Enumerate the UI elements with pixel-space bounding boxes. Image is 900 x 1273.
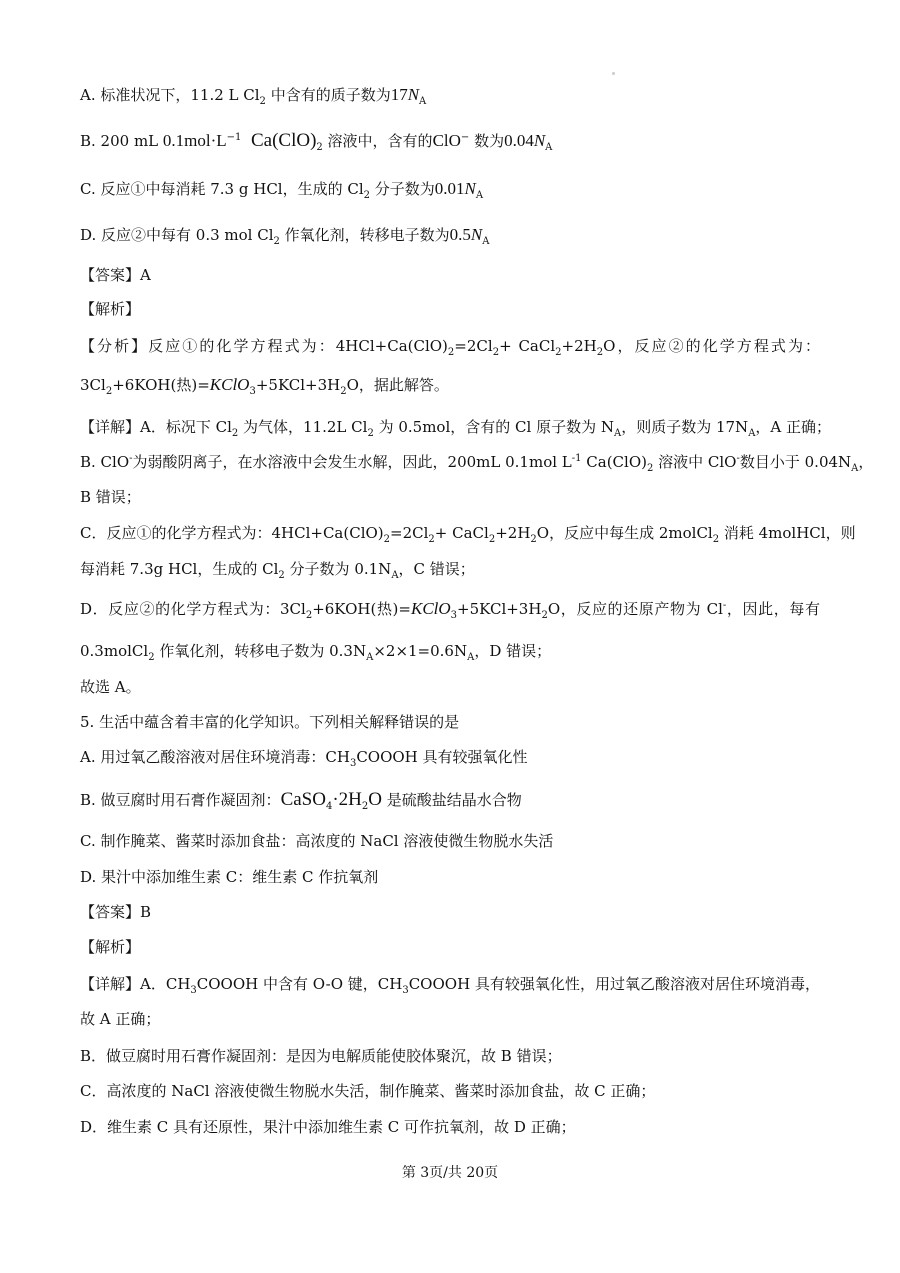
q5-detail-a-line2: 故 A 正确； (80, 1010, 161, 1028)
q4-detail-b-line2: B 错误； (80, 488, 141, 506)
q5-answer: 【答案】B (80, 903, 152, 921)
q4-detail-d-line1: D．反应②的化学方程式为：$3Cl_2+6KOH$(热)$=KClO_3+5KCl+3H_2O$，反应的还原产物为 Cl-，因此，每有 (80, 599, 820, 621)
q4-analysis-label: 【解析】 (80, 300, 141, 318)
q4-conclusion: 故选 A。 (80, 678, 141, 696)
q5-option-a: A. 用过氧乙酸溶液对居住环境消毒：$CH_3COOOH$ 具有较强氧化性 (80, 748, 528, 769)
q4-option-c: C. 反应①中每消耗 7.3 g HCl，生成的 $Cl_2$ 分子数为$0.01N_A$ (80, 179, 484, 201)
q5-option-d: D. 果汁中添加维生素 C：维生素 C 作抗氧剂 (80, 868, 379, 886)
q4-answer: 【答案】A (80, 266, 151, 284)
q5-option-c: C. 制作腌菜、酱菜时添加食盐：高浓度的 NaCl 溶液使微生物脱水失活 (80, 832, 554, 850)
q4-detail-c-line1: C．反应①的化学方程式为：$4HCl+Ca(ClO)_2=2Cl_2+$ $CaCl_2+2H_2O$，反应中每生成 2molCl$_2$ 消耗 4molHCl，则 (80, 524, 856, 545)
q4-detail-b-line1: B. ClO-为弱酸阴离子，在水溶液中会发生水解，因此，200mL 0.1mol $L^{-1}$ $Ca(ClO)_2$ 溶液中 ClO-数目小于 $0.04N_A$， (80, 453, 874, 474)
scan-speck (612, 72, 615, 75)
q4-fenxi-line2: $3Cl_2+6KOH$(热)$=KClO_3+5KCl+3H_2O$，据此解答。 (80, 375, 449, 397)
q4-detail-c-line2: 每消耗 7.3g HCl，生成的 $Cl_2$ 分子数为 $0.1N_A$，C 错误； (80, 560, 475, 581)
q4-detail-d-line2: 0.3molCl$_2$ 作氧化剂，转移电子数为 $0.3N_A\times 2\times 1=0.6N_A$，D 错误； (80, 642, 552, 663)
q4-fenxi-line1: 【分析】反应①的化学方程式为：$4HCl+Ca(ClO)_2=2Cl_2+$ $CaCl_2+2H_2O$，反应②的化学方程式为： (80, 337, 821, 358)
q4-option-d: D. 反应②中每有 0.3 mol $Cl_2$ 作氧化剂，转移电子数为$0.5N_A$ (80, 225, 490, 247)
q5-detail-b: B．做豆腐时用石膏作凝固剂：是因为电解质能使胶体聚沉，故 B 错误； (80, 1047, 562, 1065)
q5-stem: 5. 生活中蕴含着丰富的化学知识。下列相关解释错误的是 (80, 713, 460, 731)
q5-detail-d: D．维生素 C 具有还原性，果汁中添加维生素 C 可作抗氧剂，故 D 正确； (80, 1118, 576, 1136)
q4-detail-a: 【详解】A．标况下 $Cl_2$ 为气体，11.2L $Cl_2$ 为 0.5mol，含有的 Cl 原子数为 $N_A$，则质子数为 $17N_A$，A 正确； (80, 418, 832, 439)
q4-option-a: A. 标准状况下，11.2 L $Cl_2$ 中含有的质子数为$17N_A$ (80, 85, 427, 107)
q5-option-b: B. 做豆腐时用石膏作凝固剂：$CaSO_4\cdot 2H_2O$ 是硫酸盐结晶水合物 (80, 789, 522, 812)
q5-detail-a-line1: 【详解】A．$CH_3COOOH$ 中含有 O-O 键，$CH_3COOOH$ 具有较强氧化性，用过氧乙酸溶液对居住环境消毒， (80, 975, 820, 996)
q5-detail-c: C．高浓度的 NaCl 溶液使微生物脱水失活，制作腌菜、酱菜时添加食盐，故 C 正确； (80, 1082, 656, 1100)
page-footer: 第 3页/共 20页 (401, 1165, 499, 1181)
q5-analysis-label: 【解析】 (80, 938, 141, 956)
q4-option-b: B. 200 mL $0.1mol\cdot L^{-1}$ $Ca(ClO)_2$ 溶液中，含有的ClO− 数为$0.04N_A$ (80, 130, 553, 153)
